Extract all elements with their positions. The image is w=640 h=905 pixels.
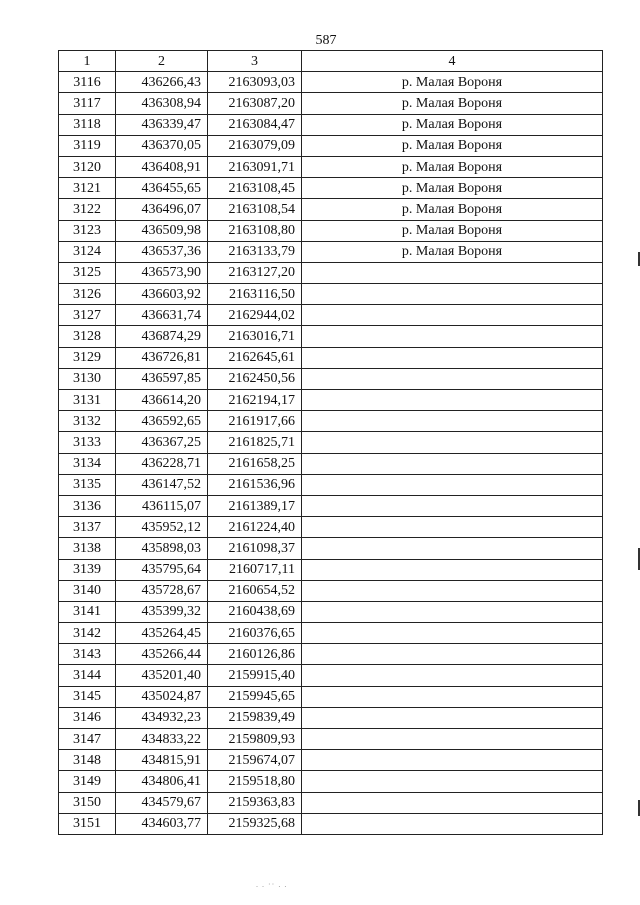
point-number-cell: 3150 <box>59 792 116 813</box>
x-coordinate-cell: 435952,12 <box>116 517 208 538</box>
point-number-cell: 3125 <box>59 262 116 283</box>
table-row <box>59 284 603 305</box>
y-coordinate-cell: 2159839,49 <box>208 707 302 728</box>
y-coordinate-cell: 2159363,83 <box>208 792 302 813</box>
y-coordinate-cell: 2163087,20 <box>208 93 302 114</box>
x-coordinate-cell: 436370,05 <box>116 135 208 156</box>
point-number-cell: 3123 <box>59 220 116 241</box>
table-row <box>59 517 603 538</box>
x-coordinate-cell: 436308,94 <box>116 93 208 114</box>
y-coordinate-cell: 2161917,66 <box>208 411 302 432</box>
table-row <box>59 623 603 644</box>
point-number-cell: 3147 <box>59 729 116 750</box>
table-row <box>59 72 603 93</box>
x-coordinate-cell: 436874,29 <box>116 326 208 347</box>
description-cell <box>302 623 603 644</box>
x-coordinate-cell: 434833,22 <box>116 729 208 750</box>
description-cell <box>302 580 603 601</box>
table-row <box>59 538 603 559</box>
table-header-row <box>59 51 603 72</box>
y-coordinate-cell: 2161389,17 <box>208 495 302 516</box>
point-number-cell: 3131 <box>59 390 116 411</box>
description-cell <box>302 729 603 750</box>
description-cell <box>302 474 603 495</box>
x-coordinate-cell: 435795,64 <box>116 559 208 580</box>
column-header-3: 3 <box>208 51 302 72</box>
table-row <box>59 241 603 262</box>
y-coordinate-cell: 2163091,71 <box>208 156 302 177</box>
y-coordinate-cell: 2161224,40 <box>208 517 302 538</box>
point-number-cell: 3149 <box>59 771 116 792</box>
table-row <box>59 432 603 453</box>
table-row <box>59 135 603 156</box>
description-cell <box>302 495 603 516</box>
y-coordinate-cell: 2163093,03 <box>208 72 302 93</box>
point-number-cell: 3118 <box>59 114 116 135</box>
description-cell: р. Малая Вороня <box>302 72 603 93</box>
y-coordinate-cell: 2163084,47 <box>208 114 302 135</box>
table-row <box>59 199 603 220</box>
description-cell: р. Малая Вороня <box>302 135 603 156</box>
x-coordinate-cell: 435399,32 <box>116 601 208 622</box>
table-row <box>59 750 603 771</box>
point-number-cell: 3146 <box>59 707 116 728</box>
table-row <box>59 729 603 750</box>
point-number-cell: 3124 <box>59 241 116 262</box>
point-number-cell: 3145 <box>59 686 116 707</box>
table-row <box>59 326 603 347</box>
description-cell <box>302 453 603 474</box>
description-cell: р. Малая Вороня <box>302 241 603 262</box>
x-coordinate-cell: 434932,23 <box>116 707 208 728</box>
table-row <box>59 813 603 834</box>
y-coordinate-cell: 2163108,45 <box>208 178 302 199</box>
x-coordinate-cell: 436537,36 <box>116 241 208 262</box>
x-coordinate-cell: 436496,07 <box>116 199 208 220</box>
x-coordinate-cell: 436592,65 <box>116 411 208 432</box>
table-row <box>59 644 603 665</box>
table-row <box>59 580 603 601</box>
description-cell <box>302 347 603 368</box>
y-coordinate-cell: 2163108,80 <box>208 220 302 241</box>
table-row <box>59 495 603 516</box>
description-cell <box>302 411 603 432</box>
table-row <box>59 220 603 241</box>
point-number-cell: 3136 <box>59 495 116 516</box>
x-coordinate-cell: 435898,03 <box>116 538 208 559</box>
table-row <box>59 347 603 368</box>
x-coordinate-cell: 436614,20 <box>116 390 208 411</box>
y-coordinate-cell: 2160126,86 <box>208 644 302 665</box>
y-coordinate-cell: 2161098,37 <box>208 538 302 559</box>
x-coordinate-cell: 434815,91 <box>116 750 208 771</box>
table-row <box>59 368 603 389</box>
y-coordinate-cell: 2161536,96 <box>208 474 302 495</box>
point-number-cell: 3130 <box>59 368 116 389</box>
x-coordinate-cell: 435266,44 <box>116 644 208 665</box>
y-coordinate-cell: 2159945,65 <box>208 686 302 707</box>
description-cell <box>302 284 603 305</box>
y-coordinate-cell: 2163079,09 <box>208 135 302 156</box>
description-cell: р. Малая Вороня <box>302 114 603 135</box>
table-row <box>59 114 603 135</box>
description-cell <box>302 813 603 834</box>
point-number-cell: 3126 <box>59 284 116 305</box>
table-body <box>59 72 603 835</box>
description-cell <box>302 262 603 283</box>
table-row <box>59 156 603 177</box>
description-cell <box>302 390 603 411</box>
table-row <box>59 411 603 432</box>
table-row <box>59 305 603 326</box>
description-cell <box>302 305 603 326</box>
x-coordinate-cell: 436597,85 <box>116 368 208 389</box>
x-coordinate-cell: 434806,41 <box>116 771 208 792</box>
y-coordinate-cell: 2162645,61 <box>208 347 302 368</box>
table-row <box>59 262 603 283</box>
y-coordinate-cell: 2160654,52 <box>208 580 302 601</box>
description-cell <box>302 644 603 665</box>
description-cell <box>302 750 603 771</box>
y-coordinate-cell: 2160438,69 <box>208 601 302 622</box>
y-coordinate-cell: 2163127,20 <box>208 262 302 283</box>
table-row <box>59 771 603 792</box>
x-coordinate-cell: 435728,67 <box>116 580 208 601</box>
x-coordinate-cell: 436726,81 <box>116 347 208 368</box>
x-coordinate-cell: 436631,74 <box>116 305 208 326</box>
point-number-cell: 3127 <box>59 305 116 326</box>
point-number-cell: 3129 <box>59 347 116 368</box>
point-number-cell: 3121 <box>59 178 116 199</box>
column-header-1: 1 <box>59 51 116 72</box>
y-coordinate-cell: 2163116,50 <box>208 284 302 305</box>
y-coordinate-cell: 2159809,93 <box>208 729 302 750</box>
point-number-cell: 3139 <box>59 559 116 580</box>
y-coordinate-cell: 2159915,40 <box>208 665 302 686</box>
y-coordinate-cell: 2163133,79 <box>208 241 302 262</box>
description-cell <box>302 517 603 538</box>
point-number-cell: 3144 <box>59 665 116 686</box>
table-row <box>59 707 603 728</box>
table-row <box>59 665 603 686</box>
description-cell: р. Малая Вороня <box>302 93 603 114</box>
x-coordinate-cell: 436367,25 <box>116 432 208 453</box>
x-coordinate-cell: 436573,90 <box>116 262 208 283</box>
description-cell <box>302 707 603 728</box>
y-coordinate-cell: 2160376,65 <box>208 623 302 644</box>
point-number-cell: 3117 <box>59 93 116 114</box>
x-coordinate-cell: 436266,43 <box>116 72 208 93</box>
point-number-cell: 3135 <box>59 474 116 495</box>
point-number-cell: 3132 <box>59 411 116 432</box>
scan-artifact: . . ·· . . <box>256 880 288 889</box>
x-coordinate-cell: 436603,92 <box>116 284 208 305</box>
column-header-4: 4 <box>302 51 603 72</box>
table-row <box>59 792 603 813</box>
y-coordinate-cell: 2161658,25 <box>208 453 302 474</box>
table-row <box>59 601 603 622</box>
description-cell: р. Малая Вороня <box>302 178 603 199</box>
description-cell <box>302 771 603 792</box>
y-coordinate-cell: 2159674,07 <box>208 750 302 771</box>
column-header-2: 2 <box>116 51 208 72</box>
x-coordinate-cell: 436147,52 <box>116 474 208 495</box>
point-number-cell: 3128 <box>59 326 116 347</box>
page-number: 587 <box>315 33 337 48</box>
point-number-cell: 3120 <box>59 156 116 177</box>
description-cell: р. Малая Вороня <box>302 156 603 177</box>
description-cell <box>302 326 603 347</box>
point-number-cell: 3116 <box>59 72 116 93</box>
table-row <box>59 390 603 411</box>
table-row <box>59 559 603 580</box>
point-number-cell: 3151 <box>59 813 116 834</box>
point-number-cell: 3119 <box>59 135 116 156</box>
table-row <box>59 453 603 474</box>
point-number-cell: 3133 <box>59 432 116 453</box>
description-cell <box>302 368 603 389</box>
point-number-cell: 3137 <box>59 517 116 538</box>
y-coordinate-cell: 2162944,02 <box>208 305 302 326</box>
description-cell: р. Малая Вороня <box>302 199 603 220</box>
description-cell <box>302 665 603 686</box>
point-number-cell: 3122 <box>59 199 116 220</box>
x-coordinate-cell: 436228,71 <box>116 453 208 474</box>
x-coordinate-cell: 436339,47 <box>116 114 208 135</box>
table-row <box>59 178 603 199</box>
y-coordinate-cell: 2161825,71 <box>208 432 302 453</box>
x-coordinate-cell: 435024,87 <box>116 686 208 707</box>
y-coordinate-cell: 2163016,71 <box>208 326 302 347</box>
x-coordinate-cell: 436455,65 <box>116 178 208 199</box>
table-row <box>59 93 603 114</box>
y-coordinate-cell: 2159325,68 <box>208 813 302 834</box>
x-coordinate-cell: 436115,07 <box>116 495 208 516</box>
x-coordinate-cell: 434603,77 <box>116 813 208 834</box>
point-number-cell: 3141 <box>59 601 116 622</box>
point-number-cell: 3138 <box>59 538 116 559</box>
table-row <box>59 686 603 707</box>
x-coordinate-cell: 435201,40 <box>116 665 208 686</box>
point-number-cell: 3134 <box>59 453 116 474</box>
point-number-cell: 3142 <box>59 623 116 644</box>
y-coordinate-cell: 2160717,11 <box>208 559 302 580</box>
y-coordinate-cell: 2163108,54 <box>208 199 302 220</box>
description-cell: р. Малая Вороня <box>302 220 603 241</box>
description-cell <box>302 686 603 707</box>
x-coordinate-cell: 436408,91 <box>116 156 208 177</box>
x-coordinate-cell: 436509,98 <box>116 220 208 241</box>
description-cell <box>302 538 603 559</box>
x-coordinate-cell: 434579,67 <box>116 792 208 813</box>
table-row <box>59 474 603 495</box>
description-cell <box>302 792 603 813</box>
coordinates-table <box>58 50 603 835</box>
point-number-cell: 3143 <box>59 644 116 665</box>
description-cell <box>302 559 603 580</box>
y-coordinate-cell: 2159518,80 <box>208 771 302 792</box>
description-cell <box>302 432 603 453</box>
y-coordinate-cell: 2162194,17 <box>208 390 302 411</box>
y-coordinate-cell: 2162450,56 <box>208 368 302 389</box>
description-cell <box>302 601 603 622</box>
point-number-cell: 3148 <box>59 750 116 771</box>
x-coordinate-cell: 435264,45 <box>116 623 208 644</box>
point-number-cell: 3140 <box>59 580 116 601</box>
